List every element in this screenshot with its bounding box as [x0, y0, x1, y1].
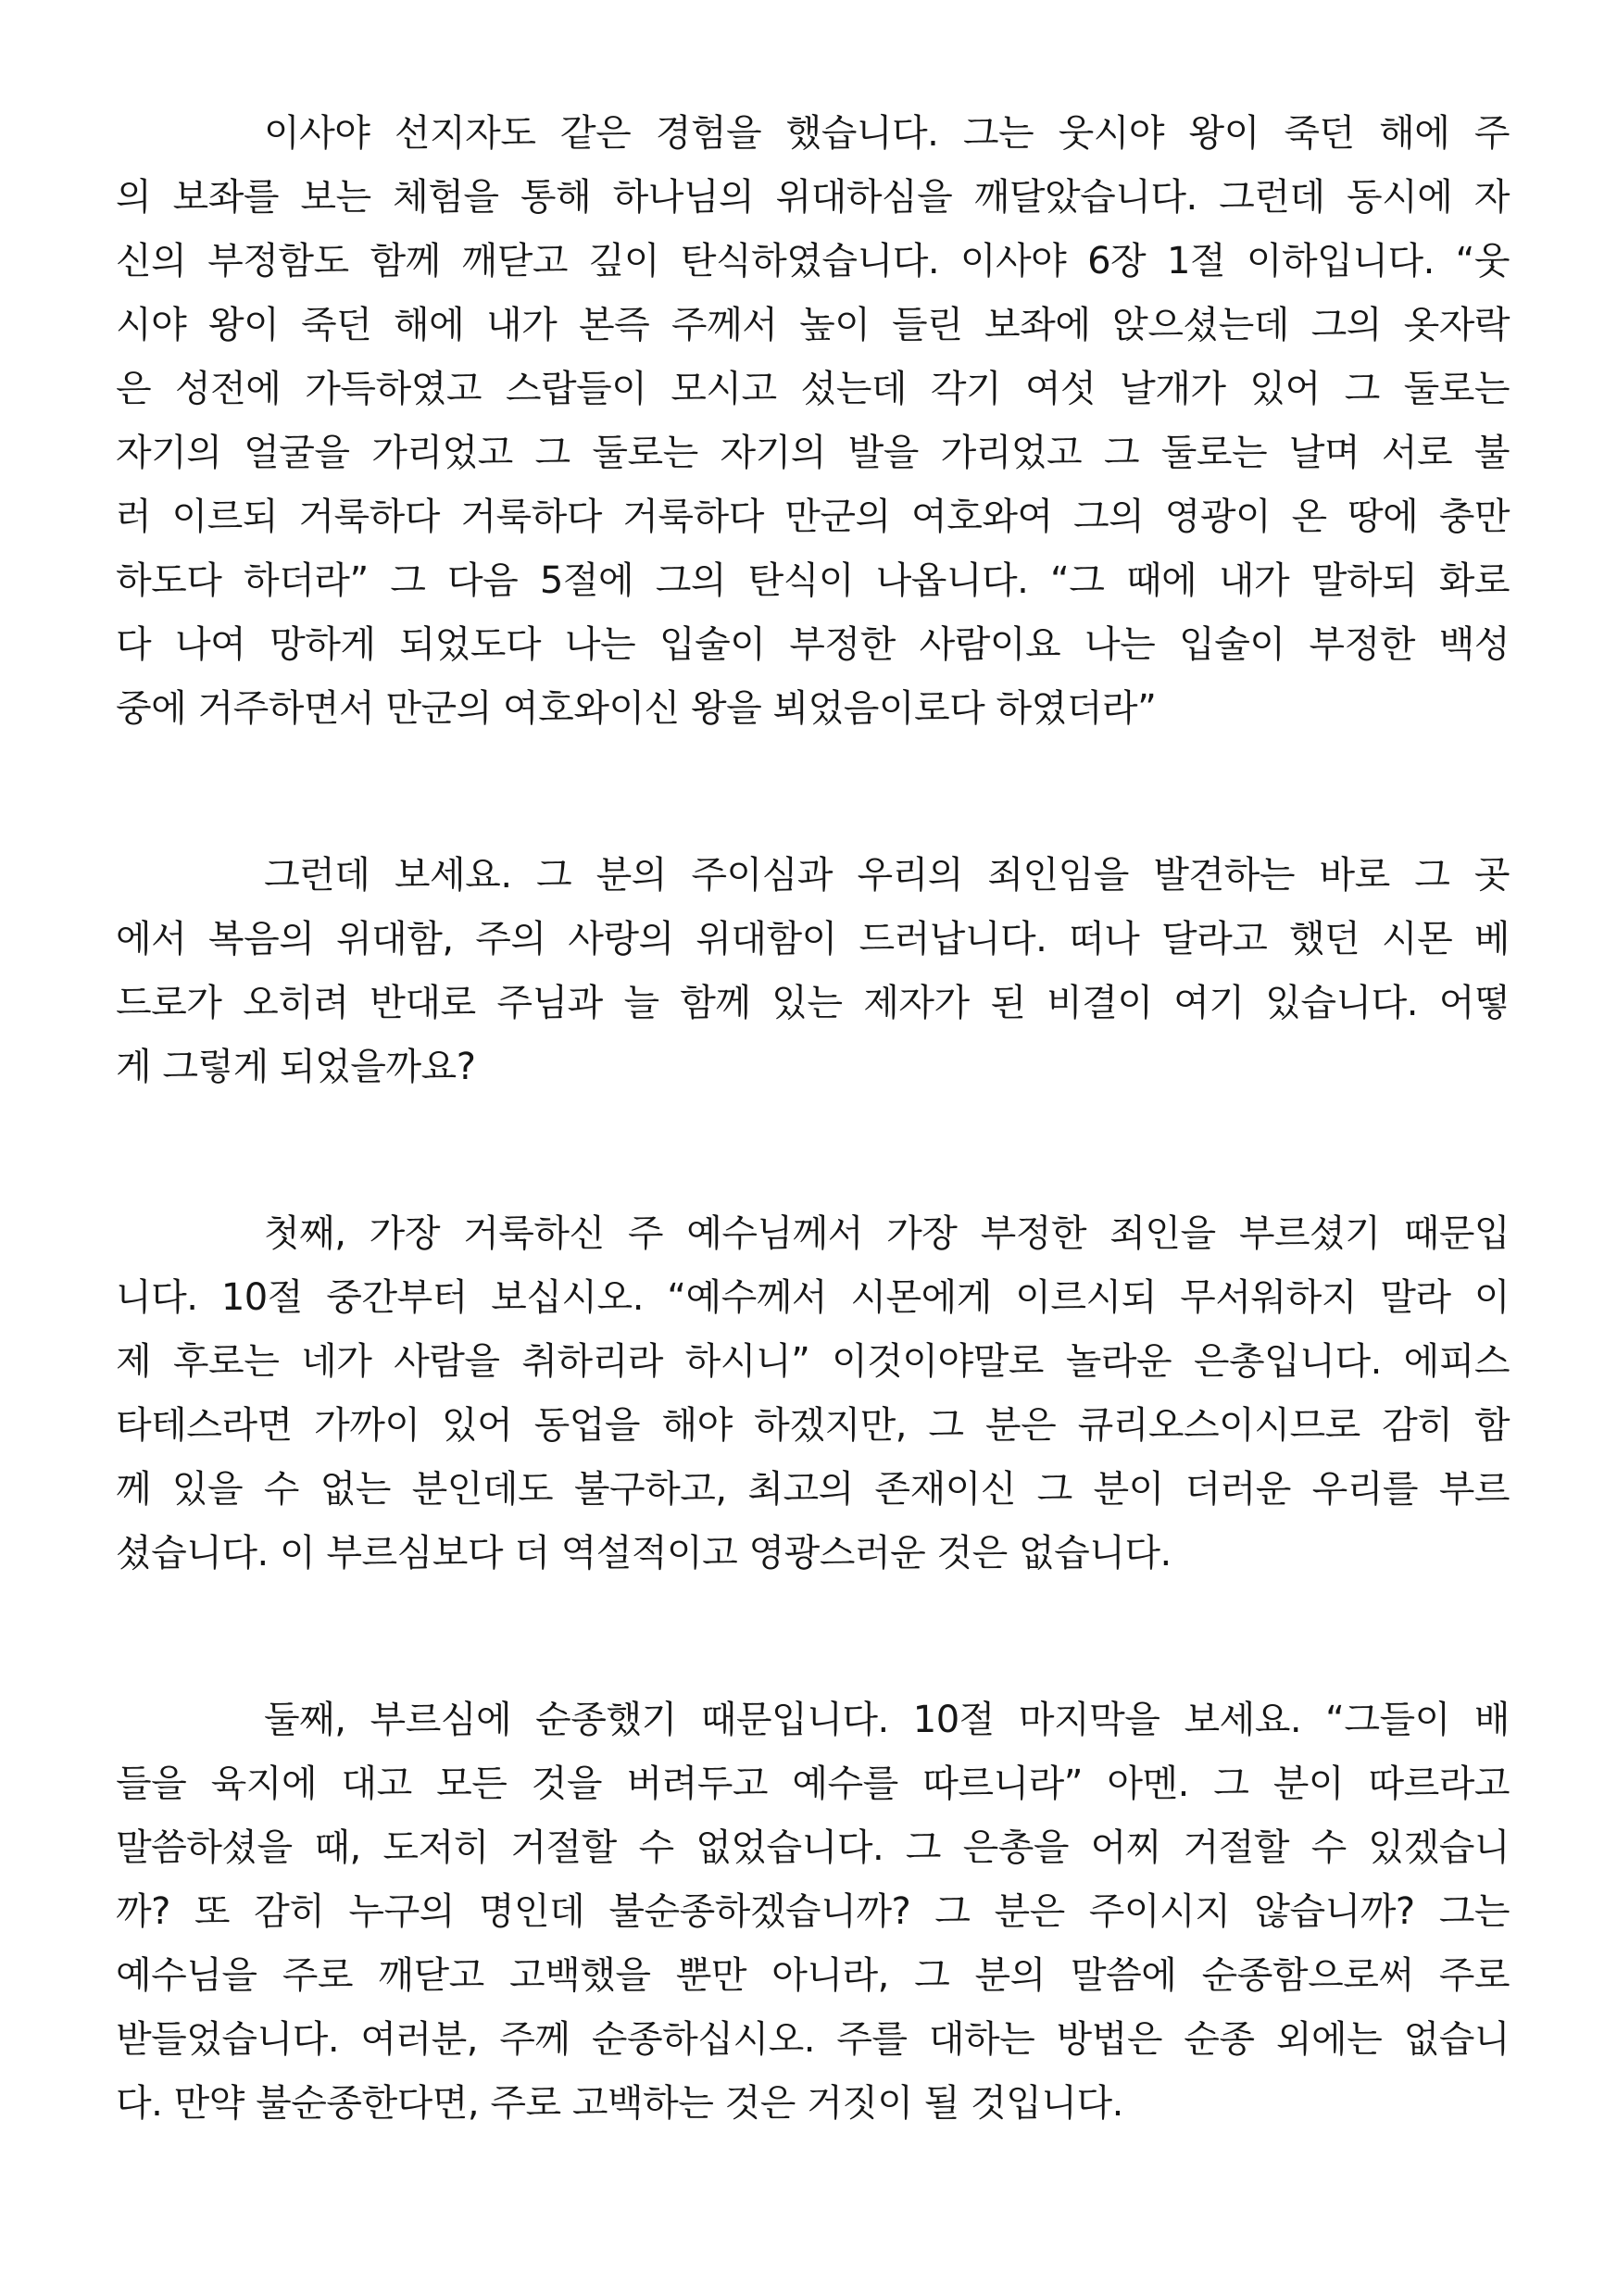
paragraph-isaiah — [116, 102, 1510, 741]
text-line: 신의 부정함도 함께 깨닫고 깊이 탄식하였습니다. 이사야 6장 1절 이하입니다. “웃 — [116, 240, 1510, 282]
text-line: 하도다 하더라” 그 다음 5절에 그의 탄식이 나옵니다. “그 때에 내가 말하되 화로 — [116, 559, 1510, 602]
text-line: 첫째, 가장 거룩하신 주 예수님께서 가장 부정한 죄인을 부르셨기 때문입 — [264, 1212, 1510, 1255]
text-line: 그런데 보세요. 그 분의 주이심과 우리의 죄인임을 발견하는 바로 그 곳 — [264, 854, 1510, 897]
paragraph-but-see — [116, 844, 1510, 1099]
text-line: 들을 육지에 대고 모든 것을 버려두고 예수를 따르니라” 아멘. 그 분이 따르라고 — [116, 1763, 1510, 1805]
text-line: 다. 만약 불순종한다면, 주로 고백하는 것은 거짓이 될 것입니다. — [116, 2082, 1123, 2125]
text-line: 다 나여 망하게 되었도다 나는 입술이 부정한 사람이요 나는 입술이 부정한 백성 — [116, 623, 1510, 666]
text-line: 둘째, 부르심에 순종했기 때문입니다. 10절 마지막을 보세요. “그들이 배 — [264, 1699, 1510, 1741]
text-line: 러 이르되 거룩하다 거룩하다 거룩하다 만군의 여호와여 그의 영광이 온 땅에 충만 — [116, 496, 1510, 538]
text-line: 의 보좌를 보는 체험을 통해 하나님의 위대하심을 깨달았습니다. 그런데 동시에 자 — [116, 176, 1510, 219]
document-page — [116, 102, 1510, 2136]
text-line: 이사야 선지자도 같은 경험을 했습니다. 그는 웃시야 왕이 죽던 해에 주 — [264, 112, 1510, 155]
text-line: 받들었습니다. 여러분, 주께 순종하십시오. 주를 대하는 방법은 순종 외에는 없습니 — [116, 2018, 1510, 2061]
text-line: 까? 또 감히 누구의 명인데 불순종하겠습니까? 그 분은 주이시지 않습니까? 그는 — [116, 1890, 1510, 1933]
text-line: 셨습니다. 이 부르심보다 더 역설적이고 영광스러운 것은 없습니다. — [116, 1532, 1172, 1575]
paragraph-first — [116, 1202, 1510, 1586]
text-line: 에서 복음의 위대함, 주의 사랑의 위대함이 드러납니다. 떠나 달라고 했던 시몬 베 — [116, 918, 1510, 960]
text-line: 중에 거주하면서 만군의 여호와이신 왕을 뵈었음이로다 하였더라” — [116, 687, 1157, 730]
text-line: 드로가 오히려 반대로 주님과 늘 함께 있는 제자가 된 비결이 여기 있습니다. 어떻 — [116, 982, 1510, 1024]
text-line: 은 성전에 가득하였고 스랍들이 모시고 섰는데 각기 여섯 날개가 있어 그 둘로는 — [116, 368, 1510, 410]
paragraph-second — [116, 1688, 1510, 2136]
text-line: 께 있을 수 없는 분인데도 불구하고, 최고의 존재이신 그 분이 더러운 우리를 부르 — [116, 1468, 1510, 1511]
text-line: 타테스라면 가까이 있어 동업을 해야 하겠지만, 그 분은 큐리오스이시므로 감히 함 — [116, 1404, 1510, 1447]
text-line: 니다. 10절 중간부터 보십시오. “예수께서 시몬에게 이르시되 무서워하지 말라 이 — [116, 1276, 1510, 1319]
text-line: 시야 왕이 죽던 해에 내가 본즉 주께서 높이 들린 보좌에 앉으셨는데 그의 옷자락 — [116, 304, 1510, 346]
text-line: 제 후로는 네가 사람을 취하리라 하시니” 이것이야말로 놀라운 은총입니다. 에피스 — [116, 1340, 1510, 1383]
text-line: 말씀하셨을 때, 도저히 거절할 수 없었습니다. 그 은총을 어찌 거절할 수 있겠습니 — [116, 1826, 1510, 1869]
text-line: 게 그렇게 되었을까요? — [116, 1046, 476, 1088]
text-line: 예수님을 주로 깨닫고 고백했을 뿐만 아니라, 그 분의 말씀에 순종함으로써 주로 — [116, 1954, 1510, 1997]
paragraph-gap — [116, 741, 1510, 844]
paragraph-gap — [116, 1586, 1510, 1688]
text-line: 자기의 얼굴을 가리었고 그 둘로는 자기의 발을 가리었고 그 둘로는 날며 서로 불 — [116, 432, 1510, 474]
paragraph-gap — [116, 1099, 1510, 1202]
